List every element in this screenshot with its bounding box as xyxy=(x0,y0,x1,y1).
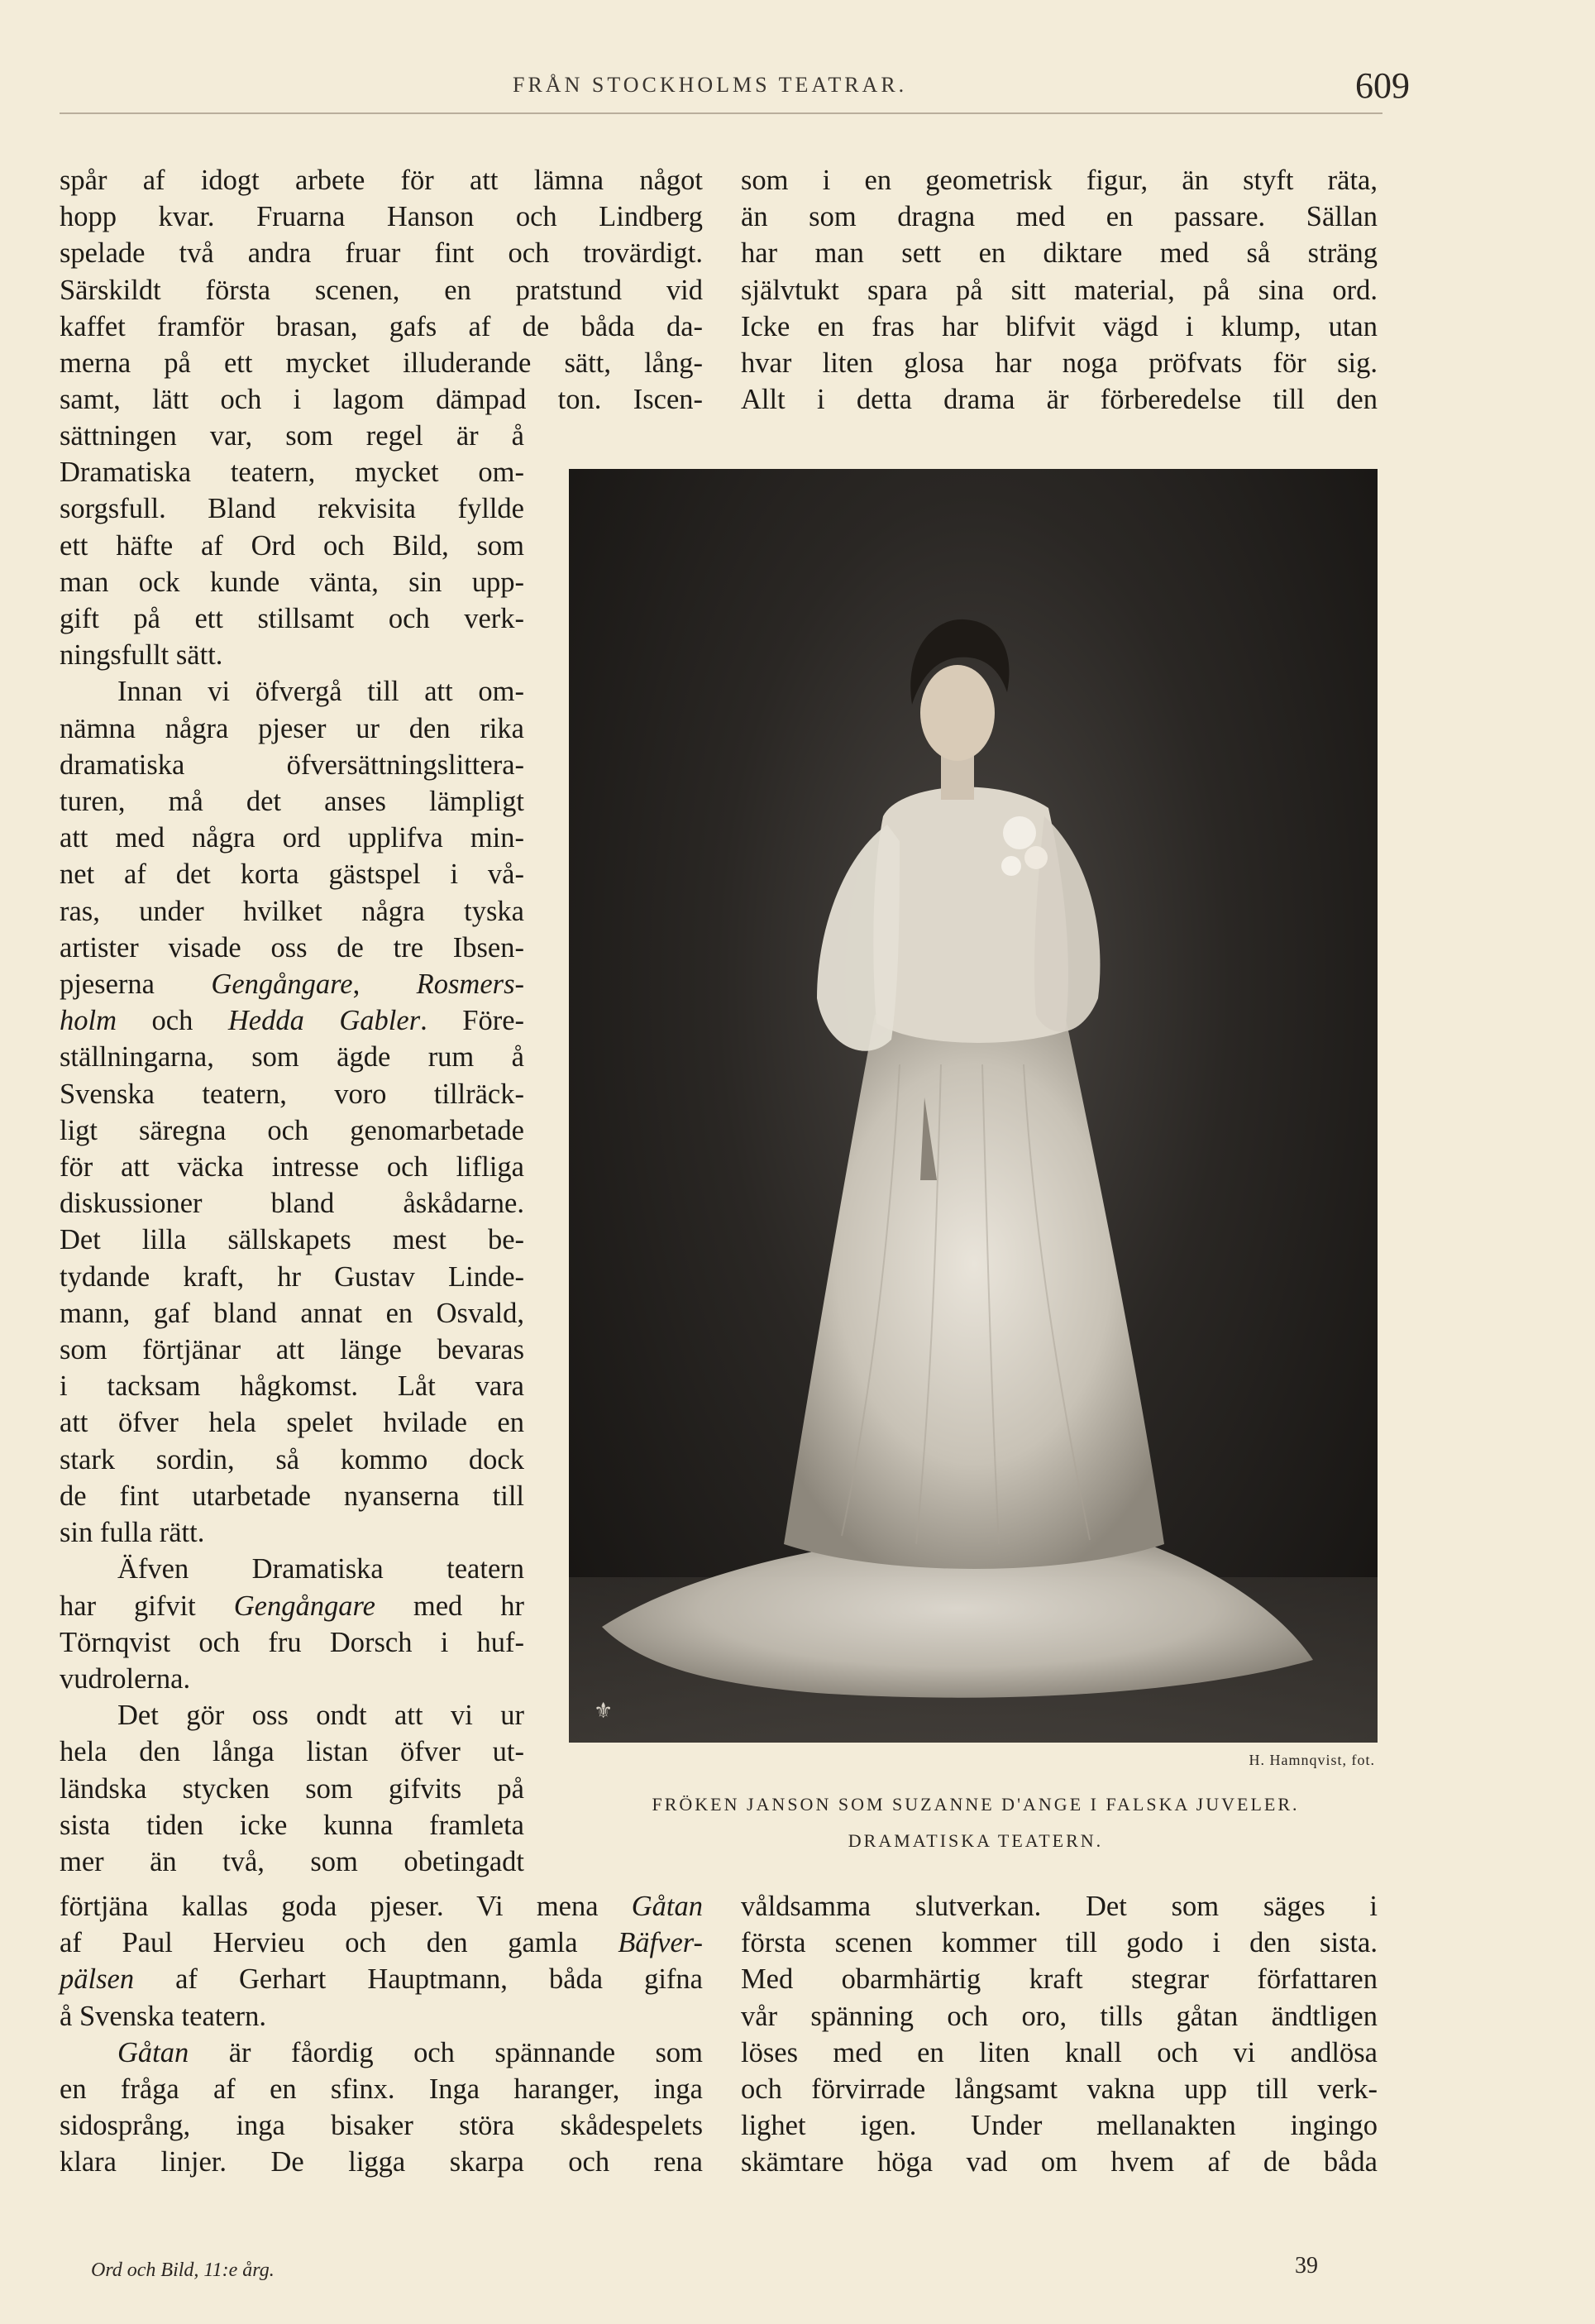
text-line: Dramatiska teatern, mycket om- xyxy=(60,457,524,489)
text-run: af Gerhart Hauptmann, båda gifna xyxy=(175,1963,703,1996)
play-title: holm xyxy=(60,1005,117,1037)
text-line: Äfven Dramatiska teatern xyxy=(117,1553,524,1585)
play-title: pälsen xyxy=(60,1963,135,1996)
caption-line: FRÖKEN JANSON SOM SUZANNE D'ANGE I FALSKA JUVELER. xyxy=(652,1794,1300,1815)
text-line: stark sordin, så kommo dock xyxy=(60,1443,524,1475)
text-line: skämtare höga vad om hvem af de båda xyxy=(741,2146,1378,2178)
text-line: merna på ett mycket illuderande sätt, lång- xyxy=(60,347,703,380)
journal-footer: Ord och Bild, 11:e årg. xyxy=(91,2259,275,2281)
text-line: lighet igen. Under mellanakten ingingo xyxy=(741,2110,1378,2142)
left-column-bottom xyxy=(60,1888,703,2181)
text-line: för att väcka intresse och lifliga xyxy=(60,1151,524,1184)
text-line: sidosprång, inga bisaker störa skådespelets xyxy=(60,2110,703,2142)
caption-line: DRAMATISKA TEATERN. xyxy=(848,1830,1104,1851)
text-line: hopp kvar. Fruarna Hanson och Lindberg xyxy=(60,201,703,233)
right-column-bottom xyxy=(741,1888,1378,2181)
text-line: ningsfullt sätt. xyxy=(60,639,223,672)
text-line: tydande kraft, hr Gustav Linde- xyxy=(60,1260,524,1293)
portrait-photograph xyxy=(569,469,1378,1743)
text-line: turen, må det anses lämpligt xyxy=(60,786,524,818)
text-line: klara linjer. De ligga skarpa och rena xyxy=(60,2146,703,2178)
text-line xyxy=(60,1961,703,1997)
text-line: har man sett en diktare med så sträng xyxy=(741,237,1378,270)
text-line: än som dragna med en passare. Sällan xyxy=(741,201,1378,233)
text-line: ländska stycken som gifvits på xyxy=(60,1772,524,1805)
running-head: FRÅN STOCKHOLMS TEATRAR. xyxy=(513,73,908,97)
photo-caption xyxy=(579,1786,1373,1859)
text-line: första scenen kommer till godo i den sista. xyxy=(741,1927,1378,1959)
text-line: hvar liten glosa har noga pröfvats för sig. xyxy=(741,347,1378,380)
text-line: att öfver hela spelet hvilade en xyxy=(60,1407,524,1439)
text-line: sin fulla rätt. xyxy=(60,1517,205,1549)
text-line: spår af idogt arbete för att lämna något xyxy=(60,165,703,196)
play-title: Gåtan xyxy=(631,1891,704,1922)
text-line: mer än två, som obetingadt xyxy=(60,1845,524,1877)
text-run: har gifvit xyxy=(60,1590,196,1622)
text-line: Icke en fras har blifvit vägd i klump, utan xyxy=(741,310,1378,342)
left-column-narrow xyxy=(60,418,524,1880)
text-run: med hr xyxy=(413,1590,524,1622)
play-title: Bäfver- xyxy=(618,1927,703,1959)
text-run: pjeserna xyxy=(60,968,155,1001)
text-line: ett häfte af Ord och Bild, som xyxy=(60,529,524,562)
text-line: nämna några pjeser ur den rika xyxy=(60,712,524,744)
right-column-top xyxy=(741,162,1378,418)
play-title: Gengångare xyxy=(233,1590,375,1622)
text-run: och xyxy=(151,1005,193,1037)
text-line: holm och Hedda Gabler. Före- xyxy=(60,1005,525,1037)
page-number: 609 xyxy=(1355,65,1410,106)
play-title: Hedda Gabler xyxy=(227,1005,421,1037)
text-line: Törnqvist och fru Dorsch i huf- xyxy=(60,1626,524,1658)
play-title: Rosmers- xyxy=(416,968,524,1001)
text-line: diskussioner bland åskådarne. xyxy=(60,1188,524,1220)
text-run: förtjäna kallas goda pjeser. Vi mena xyxy=(60,1891,599,1922)
text-line: mann, gaf bland annat en Osvald, xyxy=(60,1297,524,1329)
text-line: spelade två andra fruar fint och trovärdigt. xyxy=(60,237,703,270)
text-line: de fint utarbetade nyanserna till xyxy=(60,1480,524,1512)
text-line: som i en geometrisk figur, än styft räta, xyxy=(741,165,1378,196)
text-line: Det gör oss ondt att vi ur xyxy=(117,1700,524,1732)
text-line: sorgsfull. Bland rekvisita fyllde xyxy=(60,493,524,525)
text-line: Särskildt första scenen, en pratstund vid xyxy=(60,274,703,306)
text-line: samt, lätt och i lagom dämpad ton. Iscen- xyxy=(60,384,703,416)
text-line: Med obarmhärtig kraft stegrar författaren xyxy=(741,1963,1378,1996)
text-line: pjeserna Gengångare, Rosmers- xyxy=(60,968,524,1001)
text-line: å Svenska teatern. xyxy=(60,2000,267,2032)
text-run: Före- xyxy=(462,1005,525,1037)
text-line: vår spänning och oro, tills gåtan ändtligen xyxy=(741,2000,1378,2032)
text-run: är fåordig och spännande som xyxy=(228,2036,703,2068)
text-line: ställningarna, som ägde rum å xyxy=(60,1041,524,1074)
text-line: självtukt spara på sitt material, på sina ord. xyxy=(741,274,1378,306)
text-line: i tacksam hågkomst. Låt vara xyxy=(60,1370,524,1403)
text-line: hela den långa listan öfver ut- xyxy=(60,1736,524,1768)
text-line: och förvirrade långsamt vakna upp till verk- xyxy=(741,2073,1378,2106)
portrait-illustration xyxy=(569,469,1378,1743)
text-line xyxy=(60,1925,703,1961)
text-line xyxy=(60,2035,703,2071)
text-line: artister visade oss de tre Ibsen- xyxy=(60,931,524,964)
text-line xyxy=(60,1588,524,1624)
text-line: sättningen var, som regel är å xyxy=(60,420,524,452)
header-rule xyxy=(60,112,1382,114)
play-title: Gåtan xyxy=(117,2036,189,2068)
text-line: som förtjänar att länge bevaras xyxy=(60,1334,524,1366)
text-line: att med några ord upplifva min- xyxy=(60,822,524,854)
text-line: Svenska teatern, voro tillräck- xyxy=(60,1078,524,1110)
text-line: Innan vi öfvergå till att om- xyxy=(117,676,524,708)
text-line: sista tiden icke kunna framleta xyxy=(60,1809,524,1841)
text-line: vudrolerna. xyxy=(60,1662,191,1695)
signature-number: 39 xyxy=(1295,2253,1318,2279)
text-line: våldsamma slutverkan. Det som säges i xyxy=(741,1891,1378,1922)
text-line: ras, under hvilket några tyska xyxy=(60,895,524,927)
text-line: en fråga af en sfinx. Inga haranger, inga xyxy=(60,2073,703,2106)
text-line: Allt i detta drama är förberedelse till den xyxy=(741,384,1378,416)
text-line: ligt säregna och genomarbetade xyxy=(60,1114,524,1146)
text-line: net af det korta gästspel i vå- xyxy=(60,858,524,891)
text-line: kaffet framför brasan, gafs af de båda da- xyxy=(60,310,703,342)
text-line: Det lilla sällskapets mest be- xyxy=(60,1224,524,1256)
left-column-top xyxy=(60,162,703,418)
photo-credit: H. Hamnqvist, fot. xyxy=(1249,1752,1375,1768)
svg-text:⚜: ⚜ xyxy=(594,1699,614,1724)
text-line: dramatiska öfversättningslittera- xyxy=(60,748,524,781)
text-line: gift på ett stillsamt och verk- xyxy=(60,603,524,635)
text-line xyxy=(60,1888,703,1925)
text-run: af Paul Hervieu och den gamla xyxy=(60,1927,578,1959)
text-line: löses med en liten knall och vi andlösa xyxy=(741,2036,1378,2068)
text-line: man ock kunde vänta, sin upp- xyxy=(60,566,524,598)
play-title: Gengångare xyxy=(211,968,353,1001)
